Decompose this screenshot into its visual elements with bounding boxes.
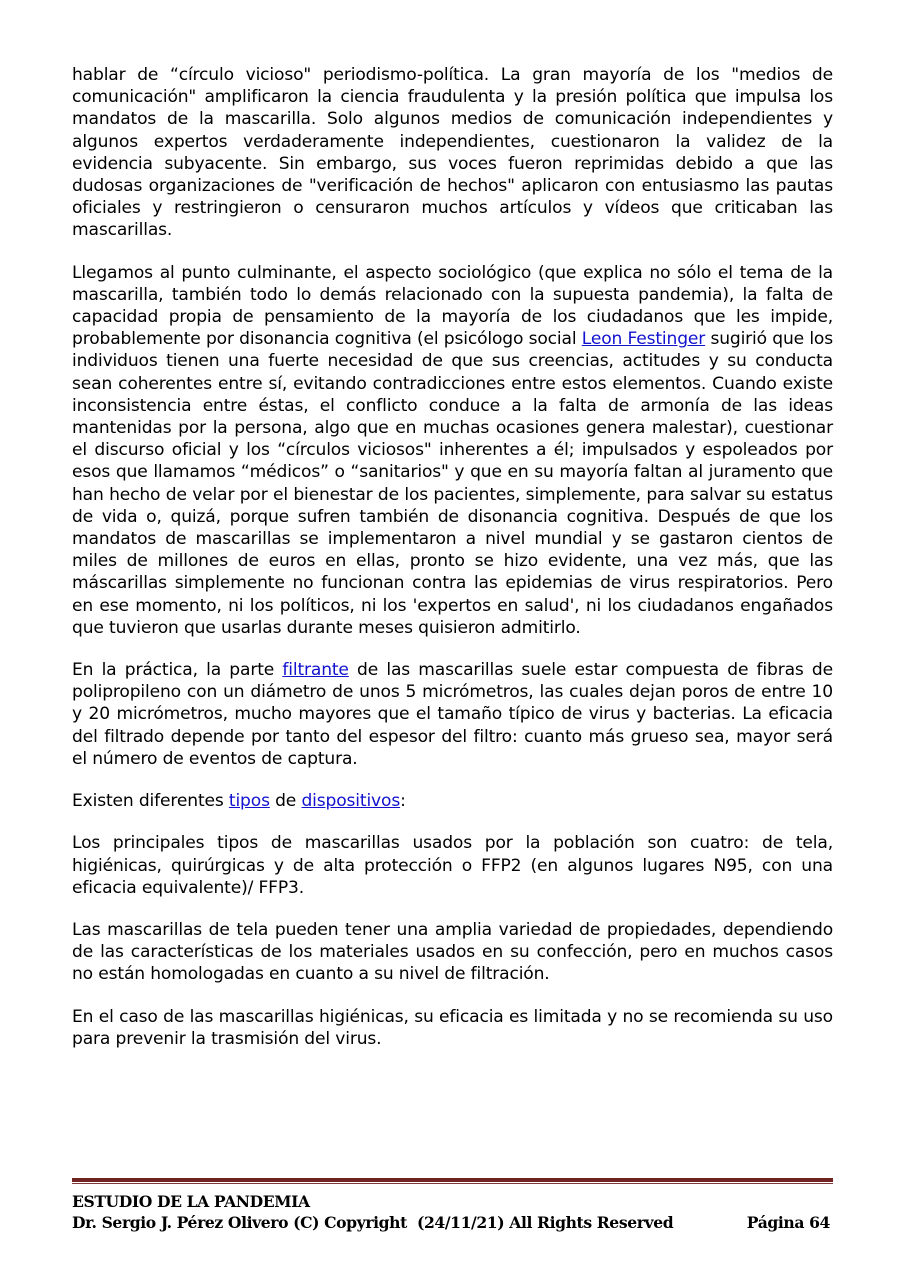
footer-page-number: Página 64 bbox=[746, 1213, 830, 1232]
paragraph-p4: Existen diferentes tipos de dispositivos: bbox=[72, 791, 406, 812]
footer-document-title: ESTUDIO DE LA PANDEMIA bbox=[72, 1192, 310, 1211]
link-tipos[interactable]: tipos bbox=[228, 791, 270, 812]
page-footer bbox=[72, 1178, 833, 1233]
link-leon-festinger[interactable]: Leon Festinger bbox=[581, 329, 706, 350]
paragraph-p7: En el caso de las mascarillas higiénicas, su eficacia es limitada y no se recomienda su uso para prevenir la trasmisión del virus. bbox=[72, 1006, 833, 1049]
page-body-text bbox=[72, 64, 833, 1050]
paragraph-p6: Las mascarillas de tela pueden tener una amplia variedad de propiedades, dependiendo de las características de los materiales usados en su confección, pero en muchos casos no están homologadas en cuanto a su nivel de filtración. bbox=[72, 919, 833, 985]
footer-copyright: Dr. Sergio J. Pérez Olivero (C) Copyright (24/11/21) All Rights Reserved bbox=[72, 1213, 674, 1232]
footer-divider-rule bbox=[72, 1178, 833, 1184]
paragraph-p1: hablar de “círculo vicioso" periodismo-política. La gran mayoría de los "medios de comunicación" amplificaron la ciencia fraudulenta y la presión política que impulsa los mandatos de la mascarilla. Solo algunos medios de comunicación independientes y algunos expertos verdaderamente independientes, cuestionaron la validez de la evidencia subyacente. Sin embargo, sus voces fueron reprimidas debido a que las dudosas organizaciones de "verificación de hechos" aplicaron con entusiasmo las pautas oficiales y restringieron o censuraron muchos artículos y vídeos que criticaban las mascarillas. bbox=[72, 65, 833, 241]
footer-text-block bbox=[72, 1191, 833, 1233]
link-filtrante[interactable]: filtrante bbox=[282, 660, 349, 681]
footer-bottom-row bbox=[72, 1212, 833, 1233]
paragraph-p3: En la práctica, la parte filtrante de las mascarillas suele estar compuesta de fibras de polipropileno con un diámetro de unos 5 micrómetros, las cuales dejan poros de entre 10 y 20 micrómetros, mucho mayores que el tamaño típico de virus y bacterias. La eficacia del filtrado depende por tanto del espesor del filtro: cuanto más grueso sea, mayor será el número de eventos de captura. bbox=[72, 660, 833, 769]
link-dispositivos[interactable]: dispositivos bbox=[301, 791, 401, 812]
paragraph-p5: Los principales tipos de mascarillas usados por la población son cuatro: de tela, higiénicas, quirúrgicas y de alta protección o FFP2 (en algunos lugares N95, con una eficacia equivalente)/ FFP3. bbox=[72, 833, 833, 898]
paragraph-p2: Llegamos al punto culminante, el aspecto sociológico (que explica no sólo el tema de la mascarilla, también todo lo demás relacionado con la supuesta pandemia), la falta de capacidad propia de pensamiento de la mayoría de los ciudadanos que les impide, probablemente por disonancia cognitiva (el psicólogo social Leon Festinger sugirió que los individuos tienen una fuerte necesidad de que sus creencias, actitudes y su conducta sean coherentes entre sí, evitando contradicciones entre estos elementos. Cuando existe inconsistencia entre éstas, el conflicto conduce a la falta de armonía de las ideas mantenidas por la persona, algo que en muchas ocasiones genera malestar), cuestionar el discurso oficial y los “círculos viciosos" inherentes a él; impulsados y espoleados por esos que llamamos “médicos” o “sanitarios" y que en su mayoría faltan al juramento que han hecho de velar por el bienestar de los pacientes, simplemente, para salvar su estatus de vida o, quizá, porque sufren también de disonancia cognitiva. Después de que los mandatos de mascarillas se implementaron a nivel mundial y se gastaron cientos de miles de millones de euros en ellas, pronto se hizo evidente, una vez más, que las máscarillas simplemente no funcionan contra las epidemias de virus respiratorios. Pero en ese momento, ni los políticos, ni los 'expertos en salud', ni los ciudadanos engañados que tuvieron que usarlas durante meses quisieron admitirlo. bbox=[72, 262, 833, 638]
